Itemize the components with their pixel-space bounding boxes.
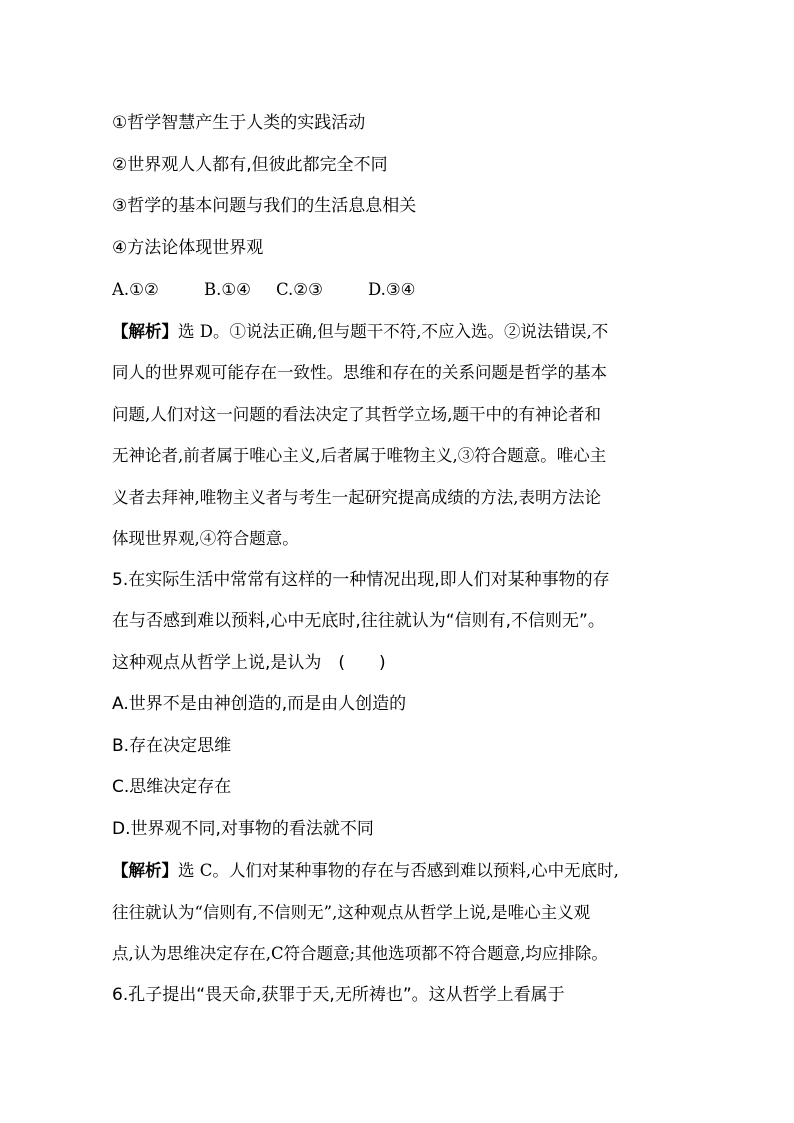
q6-stem-line-1: 6.孔子提出“畏天命,获罪于天,无所祷也”。这从哲学上看属于 [112, 984, 565, 1005]
q5-analysis-line-1 [112, 850, 686, 892]
q4-analysis-line-6: 体现世界观,④符合题意。 [112, 529, 299, 548]
q5-stem-line-1: 5.在实际生活中常常有这样的一种情况出现,即人们对某种事物的存 [112, 569, 610, 590]
q4-option-b: B.①④ [204, 280, 251, 299]
q5-analysis-text: 选 C。人们对某种事物的存在与否感到难以预料,心中无底时, [178, 861, 619, 880]
q5-option-a: A.世界不是由神创造的,而是由人创造的 [112, 694, 407, 714]
q4-analysis-line-4: 无神论者,前者属于唯心主义,后者属于唯物主义,③符合题意。唯心主 [112, 446, 607, 465]
q5-stem-line-3: 这种观点从哲学上说,是认为 ( ) [112, 652, 386, 673]
q4-analysis-line-3: 问题,人们对这一问题的看法决定了其哲学立场,题干中的有神论者和 [112, 404, 601, 424]
q5-stem-line-2: 在与否感到难以预料,心中无底时,往往就认为“信则有,不信则无”。 [112, 611, 605, 631]
q4-analysis-line-5: 义者去拜神,唯物主义者与考生一起研究提高成绩的方法,表明方法论 [112, 487, 601, 507]
q5-analysis-tag: 【解析】 [112, 861, 178, 880]
q4-statement-4: ④方法论体现世界观 [112, 237, 264, 258]
q4-statement-3: ③哲学的基本问题与我们的生活息息相关 [112, 196, 417, 216]
q4-statement-1: ①哲学智慧产生于人类的实践活动 [112, 113, 366, 133]
q4-option-a: A.①② [112, 280, 159, 299]
q5-analysis-line-3: 点,认为思维决定存在,C符合题意;其他选项都不符合题意,均应排除。 [112, 944, 608, 963]
q5-option-d: D.世界观不同,对事物的看法就不同 [112, 818, 374, 839]
q5-option-b: B.存在决定思维 [112, 735, 232, 756]
q4-analysis-tag: 【解析】 [112, 321, 178, 341]
q4-analysis-line-1 [112, 311, 686, 353]
q4-analysis-text: 选 D。①说法正确,但与题干不符,不应入选。②说法错误,不 [178, 321, 609, 341]
document-page [112, 103, 686, 1016]
q4-options [112, 269, 686, 311]
q4-option-d: D.③④ [368, 280, 416, 299]
q5-analysis-line-2: 往往就认为“信则有,不信则无”,这种观点从哲学上说,是唯心主义观 [112, 902, 591, 922]
q4-statement-2: ②世界观人人都有,但彼此都完全不同 [112, 154, 388, 175]
q4-analysis-line-2: 同人的世界观可能存在一致性。思维和存在的关系问题是哲学的基本 [112, 363, 607, 382]
q4-option-c: C.②③ [276, 280, 323, 299]
q5-option-c: C.思维决定存在 [112, 777, 232, 797]
